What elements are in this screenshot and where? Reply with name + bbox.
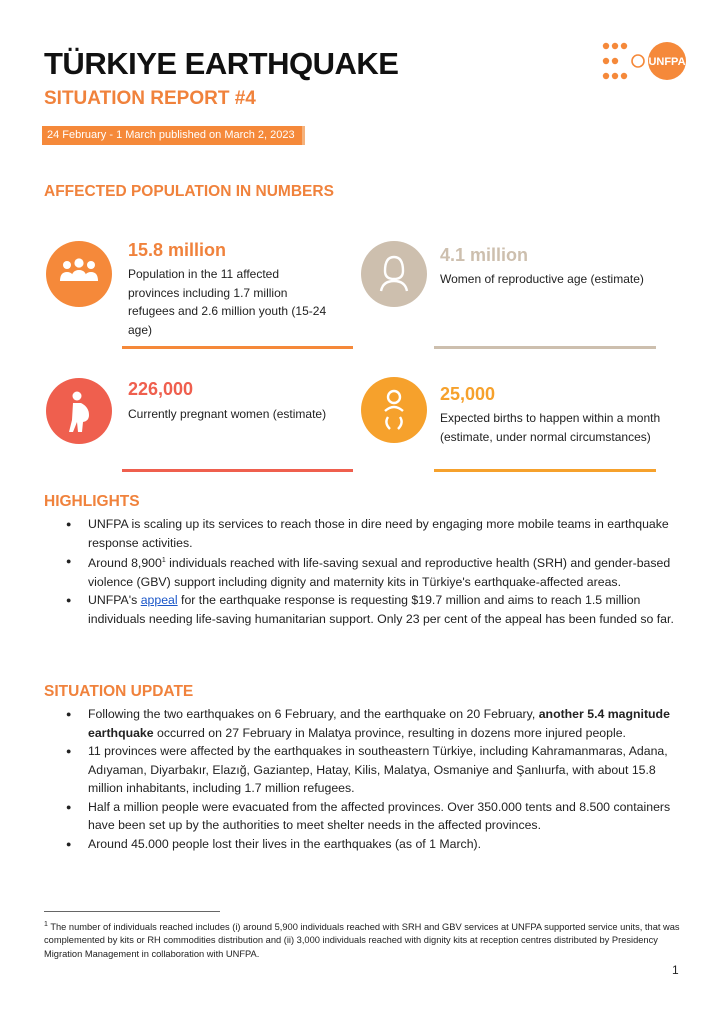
stat-value-women: 4.1 million	[440, 245, 529, 265]
population-icon	[46, 241, 112, 307]
highlights-list	[44, 515, 684, 628]
stat-desc-population: Population in the 11 affected provinces including 1.7 million refugees and 2.6 million youth (15-24 age)	[128, 267, 327, 337]
list-item: ● Half a million people were evacuated from the affected provinces. Over 350.000 tents and 8.500 containers have been set up by the authorities to meet shelter needs in the affected provinces.	[44, 798, 684, 835]
stat-divider	[122, 346, 353, 349]
list-item: ● UNFPA is scaling up its services to reach those in dire need by engaging more mobile teams in earthquake response activities.	[44, 515, 684, 552]
list-item: ● Around 8,900$^1$ individuals reached with life-saving sexual and reproductive health (SRH) and gender-based violence (GBV) support including dignity and maternity kits in Türkiye's earthquake-affected areas.	[44, 552, 684, 591]
baby-icon	[361, 377, 427, 443]
pregnant-woman-icon	[46, 378, 112, 444]
stat-divider	[122, 469, 353, 472]
appeal-link[interactable]: appeal	[140, 593, 178, 608]
list-item: ● UNFPA's appeal for the earthquake response is requesting $19.7 million and aims to reach 1.5 million individuals needing life-saving humanitarian support. Only 23 per cent of the appeal has been funded so far.	[44, 591, 684, 628]
report-subtitle: SITUATION REPORT #4	[44, 88, 256, 109]
stat-desc-women: Women of reproductive age (estimate)	[440, 272, 644, 286]
footnote-ref[interactable]: 1	[161, 557, 166, 564]
stat-desc-births: Expected births to happen within a month (estimate, under normal circumstances)	[440, 411, 661, 444]
stat-divider	[434, 346, 656, 349]
footnote-rule	[44, 911, 220, 912]
logo-text: UNFPA	[648, 56, 686, 68]
page-number: 1	[672, 963, 679, 977]
woman-icon	[361, 241, 427, 307]
stat-divider	[434, 469, 656, 472]
situation-heading: SITUATION UPDATE	[44, 683, 194, 700]
highlights-heading: HIGHLIGHTS	[44, 493, 140, 510]
affected-heading: AFFECTED POPULATION IN NUMBERS	[44, 183, 334, 200]
list-item: ● Following the two earthquakes on 6 February, and the earthquake on 20 February, another 5.4 magnitude earthquake occurred on 27 February in Malatya province, resulting in dozens more injured people.	[44, 705, 684, 742]
list-item: ● Around 45.000 people lost their lives in the earthquakes (as of 1 March).	[44, 835, 684, 854]
report-title: TÜRKIYE EARTHQUAKE	[44, 46, 399, 81]
unfpa-logo	[600, 38, 690, 84]
date-banner: 24 February - 1 March published on March 2, 2023	[42, 126, 305, 145]
stat-value-population: 15.8 million	[128, 240, 227, 260]
stat-value-pregnant: 226,000	[128, 379, 194, 399]
stat-desc-pregnant: Currently pregnant women (estimate)	[128, 407, 327, 421]
stat-value-births: 25,000	[440, 384, 496, 404]
situation-list	[44, 705, 684, 853]
footnote: $^1$ The number of individuals reached includes (i) around 5,900 individuals reached with SRH and GBV services at UNFPA supported service units, that was complemented by kits or RH commodities distribution and (ii) 3,000 individuals reached with dignity kits at reception centres distributed by Presidency Migration Management in collaboration with UNFPA.	[44, 921, 680, 959]
list-item: ● 11 provinces were affected by the earthquakes in southeastern Türkiye, including Kahramanmaras, Adana, Adıyaman, Diyarbakır, Elazığ, Gaziantep, Hatay, Kilis, Malatya, Osmaniye and Şanlıurfa, with about 15.8 million inhabitants, including 1.7 million refugees.	[44, 742, 684, 798]
